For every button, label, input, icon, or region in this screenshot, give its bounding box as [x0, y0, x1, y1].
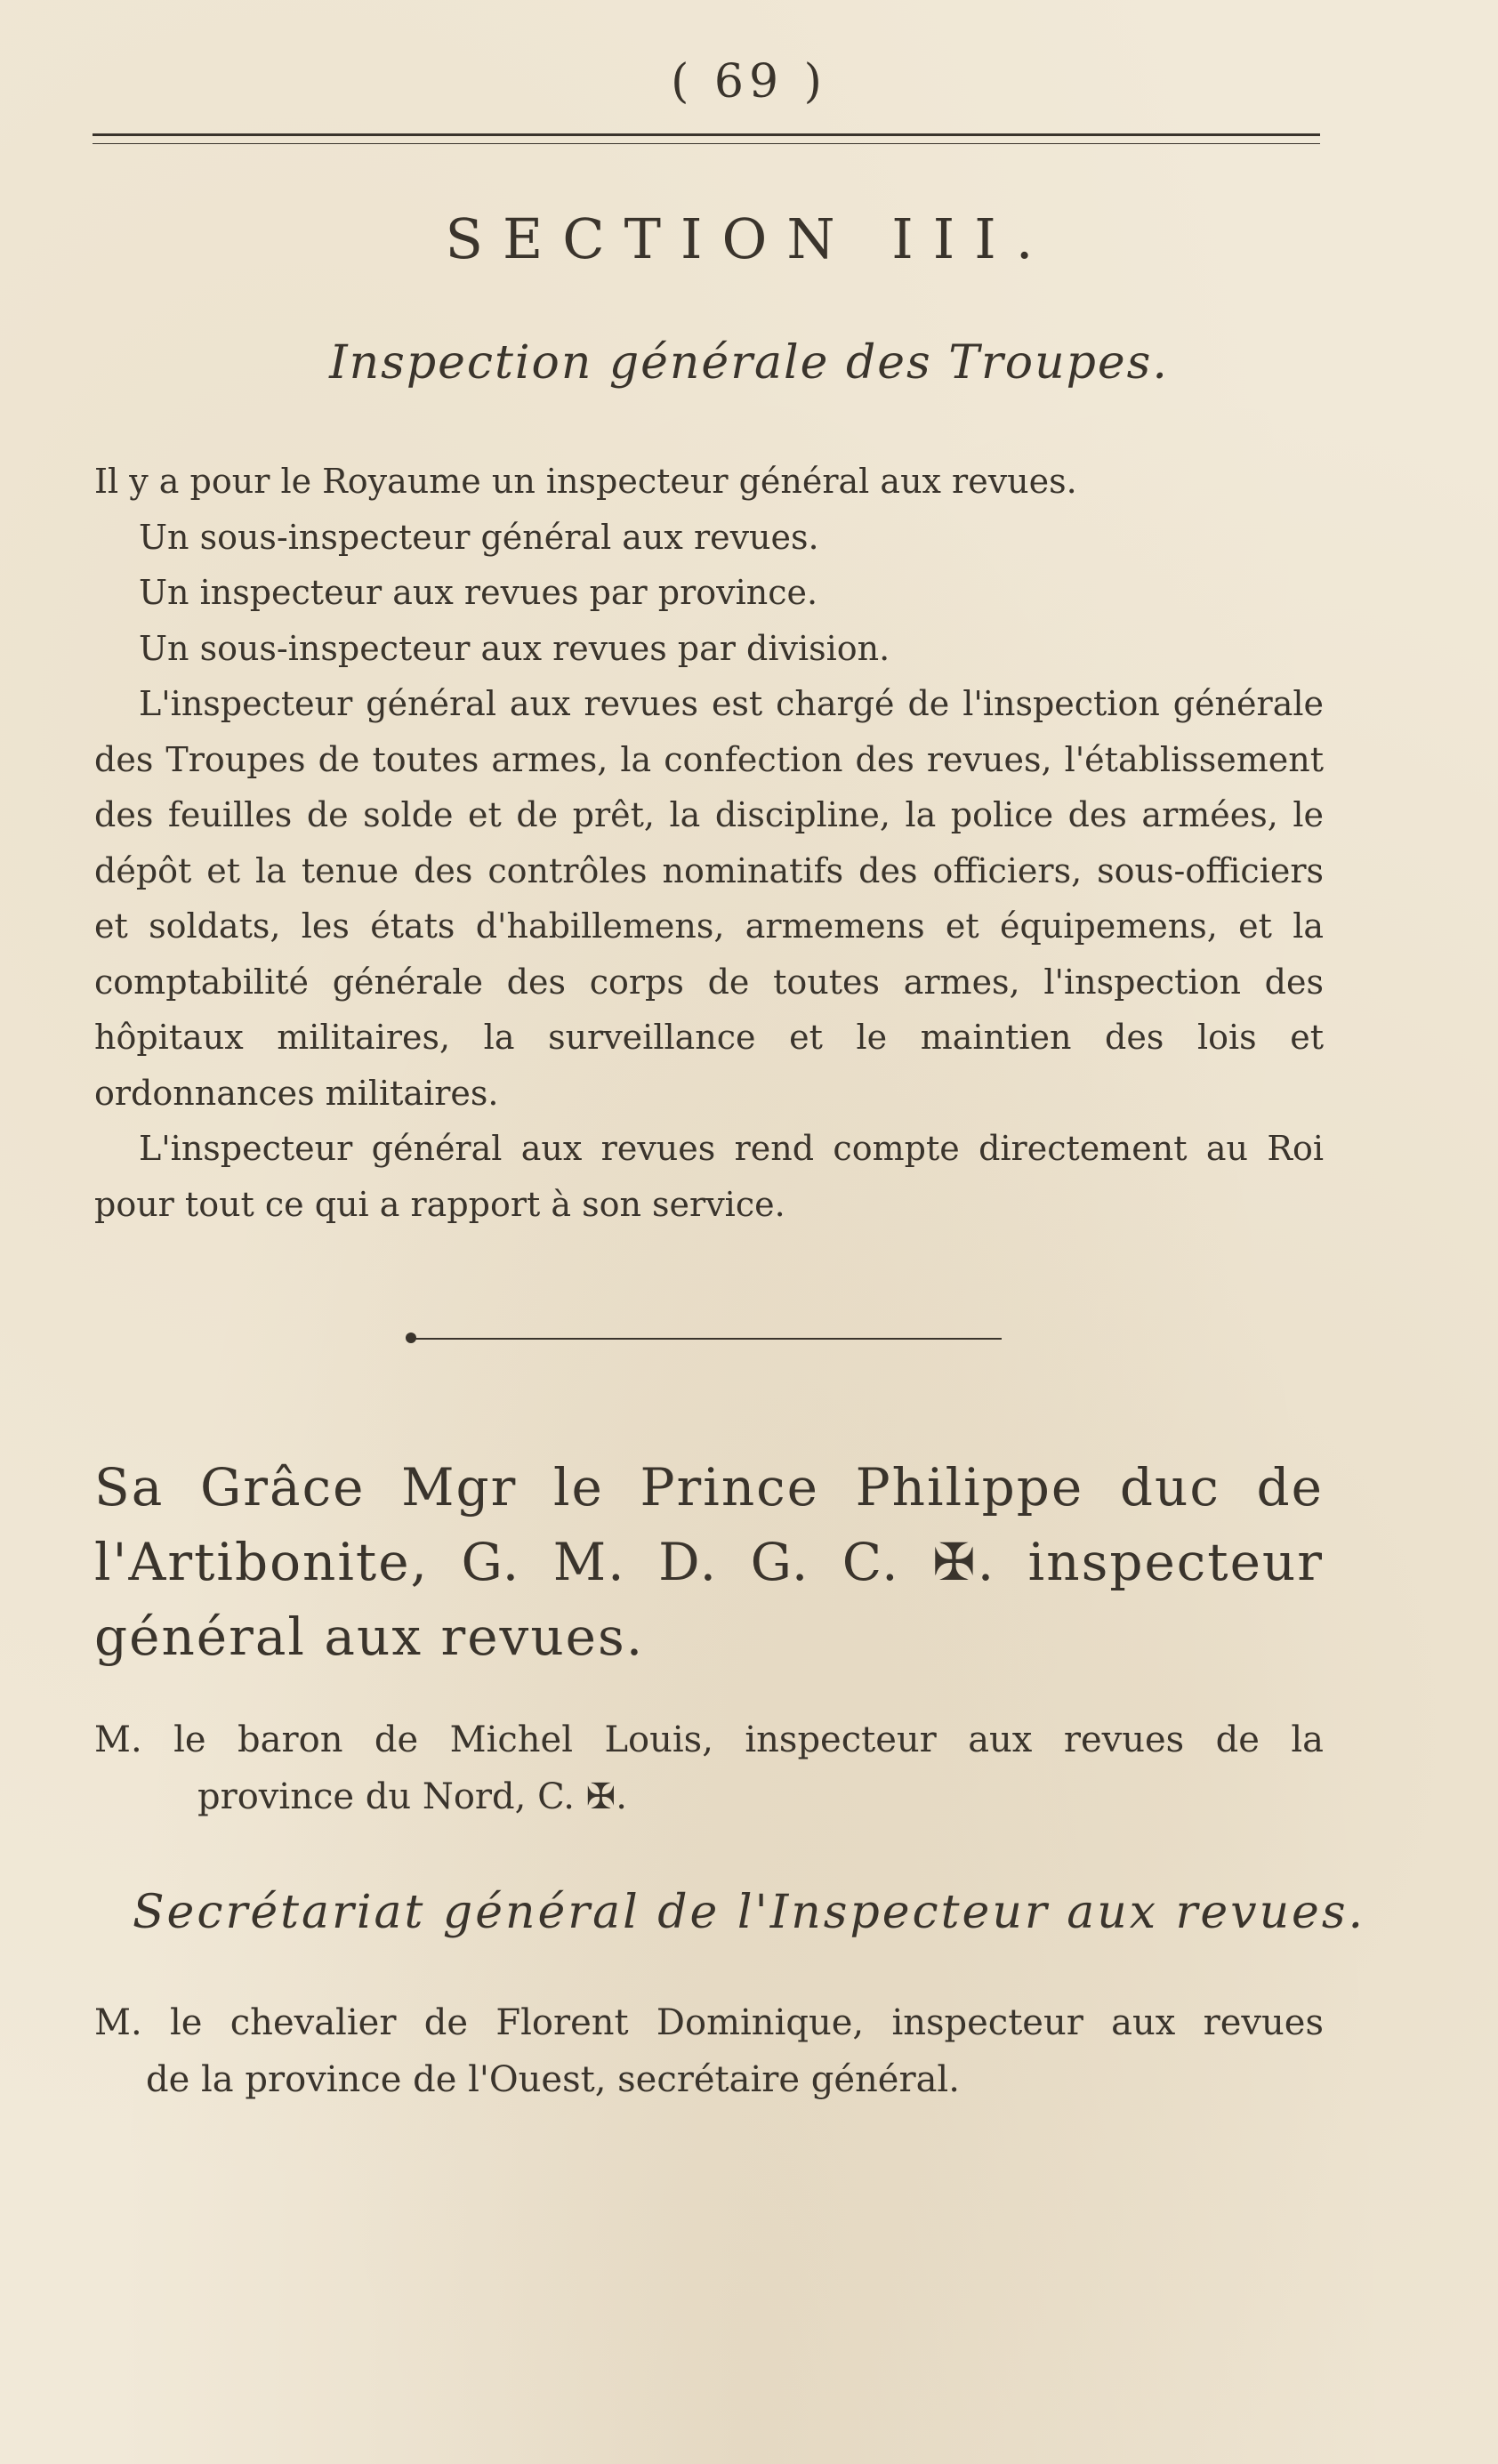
section-subtitle: Inspection générale des Troupes. — [329, 336, 1169, 390]
section-divider — [407, 1338, 1002, 1340]
body-text — [94, 454, 1324, 1232]
entry-line: de la province de l'Ouest, secrétaire général. — [146, 2059, 960, 2100]
body-line: Un sous-inspecteur général aux revues. — [139, 517, 819, 557]
body-line: Un sous-inspecteur aux revues par division. — [139, 628, 890, 668]
header-rule — [93, 133, 1320, 144]
section-title: SECTION III. — [445, 206, 1053, 271]
body-line: Un inspecteur aux revues par province. — [139, 573, 818, 612]
page-number: ( 69 ) — [671, 55, 827, 109]
paragraph-inspector-duties: L'inspecteur général aux revues est chargé de l'inspection générale des Troupes de toutes armes, la confection des revues, l'établissement des feuilles de solde et de prêt, la discipline, la police des armées, le dépôt et la tenue des contrôles nominatifs des officiers, sous-officiers et soldats, les états d'habillemens, armemens et équipemens, et la comptabilité générale des corps de toutes armes, l'inspection des hôpitaux militaires, la surveillance et le maintien des lois et ordonnances militaires. — [94, 684, 1324, 1113]
secretariat-heading: Secrétariat général de l'Inspecteur aux revues. — [132, 1886, 1366, 1939]
body-line: Il y a pour le Royaume un inspecteur général aux revues. — [94, 462, 1077, 501]
entry-line: M. le baron de Michel Louis, inspecteur aux revues de la — [94, 1719, 1324, 1760]
list-item — [94, 1994, 1324, 2108]
list-item — [94, 1711, 1324, 1825]
entry-line: M. le chevalier de Florent Dominique, inspecteur aux revues — [94, 2002, 1324, 2043]
paragraph-reporting: L'inspecteur général aux revues rend compte directement au Roi pour tout ce qui a rapport à son service. — [94, 1129, 1324, 1224]
entry-line: province du Nord, C. ✠. — [197, 1776, 627, 1817]
dignitary-heading: Sa Grâce Mgr le Prince Philippe duc de l'Artibonite, G. M. D. G. C. ✠. inspecteur général aux revues. — [94, 1457, 1324, 1667]
